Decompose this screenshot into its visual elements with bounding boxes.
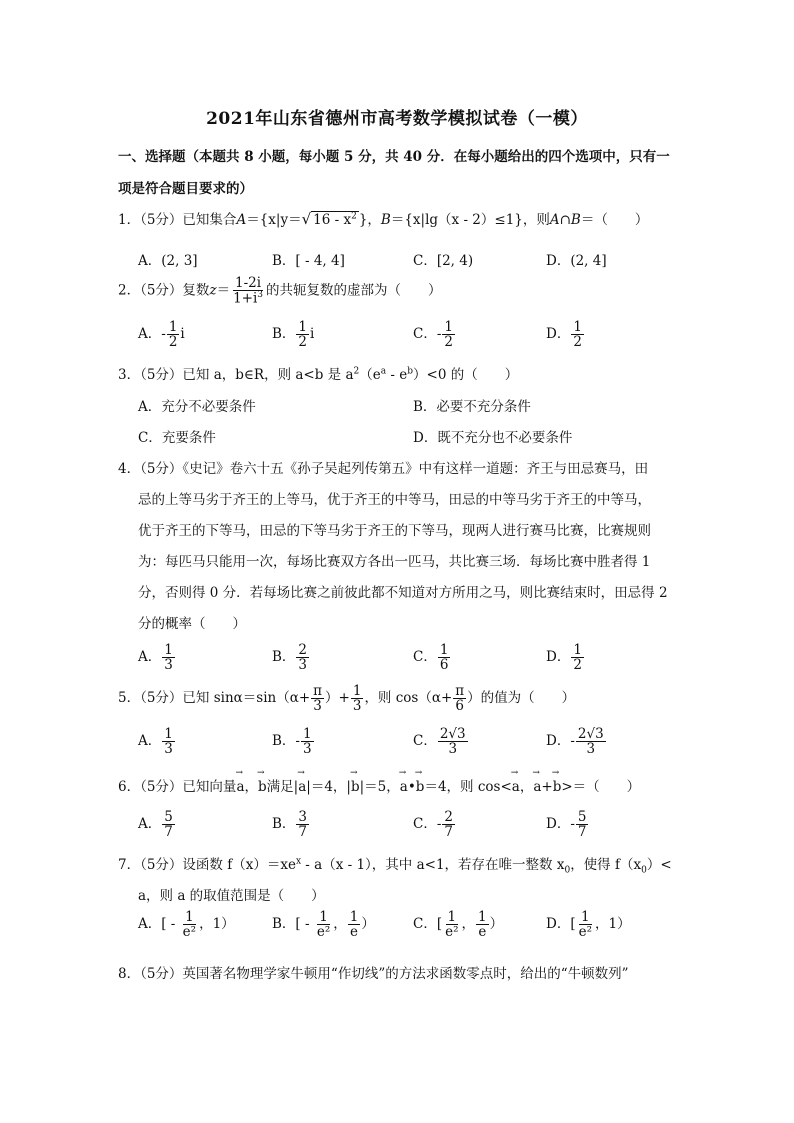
question-8-line-1: 8．（5分）英国著名物理学家牛顿用“作切线”的方法求函数零点时，给出的“牛顿数列” <box>118 966 629 982</box>
question-6-option-c: C．- $\frac{2}{7}$ <box>413 809 453 841</box>
question-7-option-b: B．[ - $\frac{1}{\text{e²}}$ ， $\frac{1}{e}$ ） <box>272 909 375 941</box>
question-5-option-a: A． $\frac{1}{3}$ <box>138 726 173 758</box>
section-header-line2: 项是符合题目要求的） <box>118 181 253 197</box>
question-3-option-b: B．必要不充分条件 <box>413 399 531 415</box>
question-3-option-d: D．既不充分也不必要条件 <box>413 430 573 446</box>
question-4-line-5: 分，否则得 0 分．若每场比赛之前彼此都不知道对方所用之马，则比赛结束时，田忌得 2 <box>138 585 668 601</box>
question-4-line-6: 分的概率（ ） <box>138 616 246 632</box>
question-2-option-b: B． $\frac{1}{2}$ i <box>272 319 315 351</box>
question-4-option-d: D． $\frac{1}{2}$ <box>546 642 582 674</box>
question-1-option-c: C．[2, 4) <box>413 253 474 269</box>
question-4-line-4: 为：每匹马只能用一次，每场比赛双方各出一匹马，共比赛三场．每场比赛中胜者得 1 <box>138 554 651 570</box>
question-4-option-c: C． $\frac{1}{6}$ <box>413 642 449 674</box>
question-2-option-d: D． $\frac{1}{2}$ <box>546 319 582 351</box>
question-7-line-2: a，则 a 的取值范围是（ ） <box>138 888 325 904</box>
question-5-option-d: D．- $\frac{2√3}{3}$ <box>546 726 604 758</box>
question-6-option-b: B． $\frac{3}{7}$ <box>272 809 308 841</box>
question-3-stem: 3．（5分）已知 a，b∈R，则 a<b 是 $a^2(e^a - e^b)<0$ 的（ ） <box>118 366 519 383</box>
question-4-line-2: 忌的上等马劣于齐王的上等马，优于齐王的中等马，田忌的中等马劣于齐王的中等马， <box>138 492 651 508</box>
question-3-option-c: C．充要条件 <box>138 430 216 446</box>
question-6-option-a: A． $\frac{5}{7}$ <box>138 809 173 841</box>
question-1-option-b: B．[ - 4, 4] <box>272 253 345 269</box>
question-2-stem: 2．（5分）复数z＝ $\frac{1-2i}{1+i^3}$ 的共轭复数的虚部为（ ） <box>118 275 442 307</box>
question-1-option-a: A．(2, 3] <box>138 253 198 269</box>
question-6-option-d: D．- $\frac{5}{7}$ <box>546 809 587 841</box>
question-3-option-a: A．充分不必要条件 <box>138 399 256 415</box>
page-title: 2021年山东省德州市高考数学模拟试卷（一模） <box>206 109 588 129</box>
question-7-option-d: D．[ $\frac{1}{\text{e²}}$ ，1） <box>546 909 631 941</box>
question-6-stem: 6．（5分）已知向量→ a，→ b满足|→ a|＝4，|→ b|＝5，→ a•→ b＝4，则 cos<→ a，→ a+→ b>＝（ ） <box>118 775 640 795</box>
question-5-option-c: C． $\frac{2√3}{3}$ <box>413 726 466 758</box>
question-7-option-c: C．[ $\frac{1}{\text{e²}}$ ， $\frac{1}{e}$ ） <box>413 909 504 941</box>
question-5-stem: 5．（5分）已知 sinα＝sin（α+ $\frac{\pi}{3}$ ）+ $\frac{1}{3}$ ，则 cos（α+ $\frac{\pi}{6}$ ）的值为（ ） <box>118 683 576 715</box>
question-1-stem: 1．（5分）已知集合A＝{x|y＝√ $16 - x^2$ }，B＝{x|lg（x - 2）≤1}，则A∩B＝（ ） <box>118 210 649 228</box>
section-header-line1: 一、选择题（本题共 8 小题，每小题 5 分，共 40 分．在每小题给出的四个选项中，只有一 <box>118 149 670 165</box>
question-7-line-1: 7．（5分）设函数 $f(x)=xe^x - a(x - 1)$，其中 a<1，若存在唯一整数 $x_0$，使得 $f(x_0)<$ <box>118 856 672 876</box>
question-7-option-a: A．[ - $\frac{1}{\text{e²}}$ ，1） <box>138 909 235 941</box>
question-4-option-b: B． $\frac{2}{3}$ <box>272 642 308 674</box>
question-4-line-3: 优于齐王的下等马，田忌的下等马劣于齐王的下等马，现两人进行赛马比赛，比赛规则 <box>138 523 651 539</box>
question-2-option-a: A．- $\frac{1}{2}$ i <box>138 319 185 351</box>
question-4-option-a: A． $\frac{1}{3}$ <box>138 642 173 674</box>
question-5-option-b: B．- $\frac{1}{3}$ <box>272 726 312 758</box>
question-1-option-d: D．(2, 4] <box>546 253 607 269</box>
question-2-option-c: C．- $\frac{1}{2}$ <box>413 319 453 351</box>
question-4-line-1: 4．（5分）《史记》卷六十五《孙子吴起列传第五》中有这样一道题：齐王与田忌赛马，田 <box>118 461 649 477</box>
